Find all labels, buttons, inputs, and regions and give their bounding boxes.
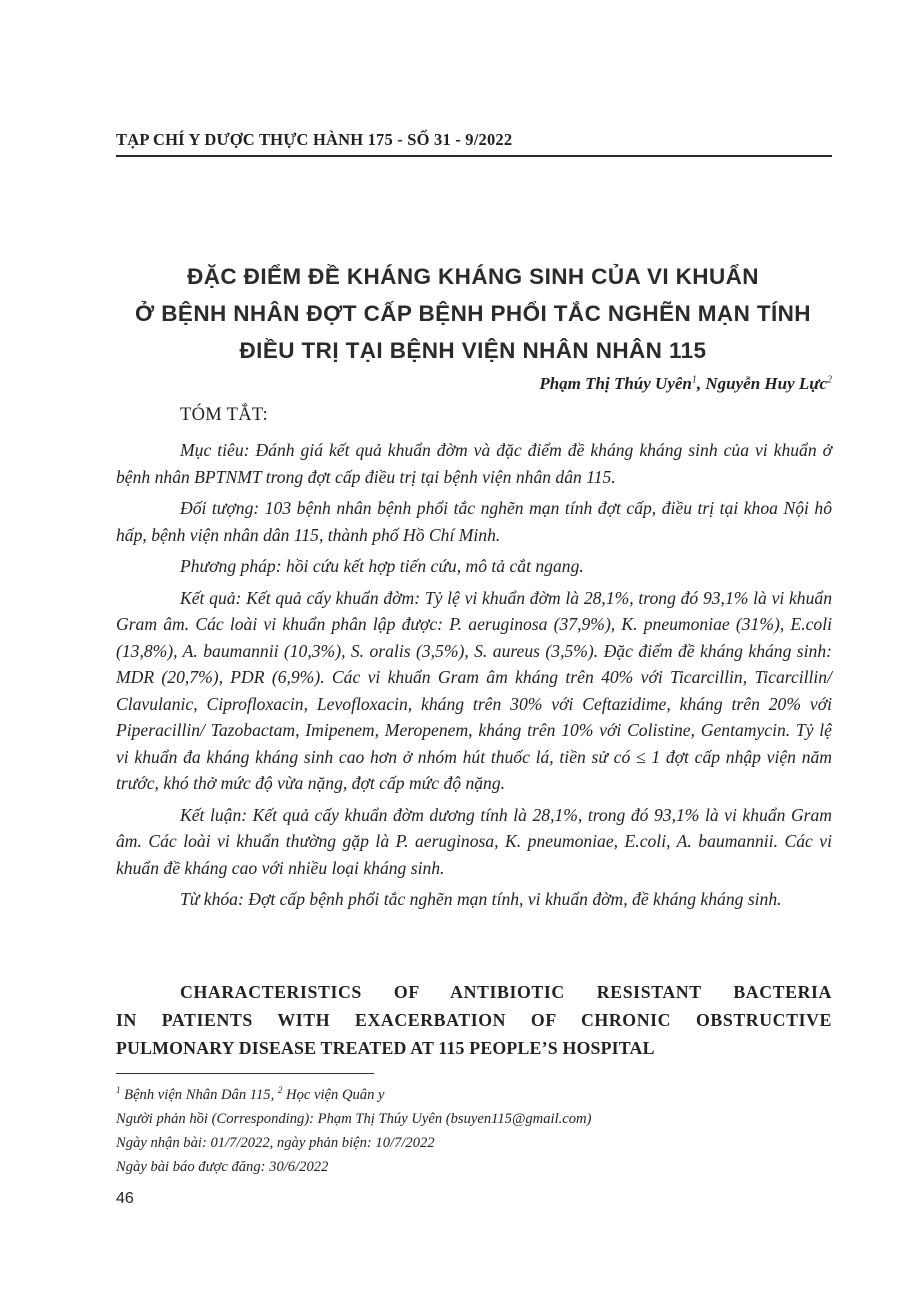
abstract-body — [116, 437, 832, 913]
affiliation-2-marker: 2 — [277, 1085, 283, 1095]
author-1-affiliation: 1 — [691, 374, 697, 386]
abstract-subjects: Đối tượng: 103 bệnh nhân bệnh phổi tắc nghẽn mạn tính đợt cấp, điều trị tại khoa Nội hô hấp, bệnh viện nhân dân 115, thành phố Hồ Chí Minh. — [116, 498, 832, 545]
author-1: Phạm Thị Thúy Uyên — [539, 374, 692, 393]
header-divider — [116, 155, 832, 157]
footnotes — [116, 1078, 832, 1179]
author-2-affiliation: 2 — [827, 374, 832, 386]
abstract-results: Kết quả: Kết quả cấy khuẩn đờm: Tỷ lệ vi khuẩn đờm là 28,1%, trong đó 93,1% là vi khuẩn Gram âm. Các loài vi khuẩn phân lập được: P. aeruginosa (37,9%), K. pneumoniae (31%), E.coli (13,8%), A. baumannii (10,3%), S. oralis (3,5%), S. aureus (3,5%). Đặc điểm đề kháng kháng sinh: MDR (20,7%), PDR (6,9%). Các vi khuẩn Gram âm kháng trên 40% với Ticarcillin, Ticarcillin/ Clavulanic, Ciprofloxacin, Levofloxacin, kháng trên 30% với Ceftazidime, kháng trên 20% với Piperacillin/ Tazobactam, Imipenem, Meropenem, kháng trên 10% với Colistine, Gentamycin. Tỷ lệ vi khuẩn đa kháng kháng sinh cao hơn ở nhóm hút thuốc lá, tiền sử có ≤ 1 đợt cấp nhập viện năm trước, khó thở mức độ vừa nặng, đợt cấp mức độ nặng. — [116, 587, 832, 793]
affiliation-1-marker: 1 — [116, 1085, 121, 1095]
author-line — [539, 374, 832, 394]
english-title — [116, 978, 832, 1062]
affiliation-1: Bệnh viện Nhân Dân 115, — [120, 1086, 278, 1103]
title-line-3: ĐIỀU TRỊ TẠI BỆNH VIỆN NHÂN NHÂN 115 — [239, 338, 707, 363]
abstract-conclusion: Kết luận: Kết quả cấy khuẩn đờm dương tính là 28,1%, trong đó 93,1% là vi khuẩn Gram âm. Các loài vi khuẩn thường gặp là P. aeruginosa, K. pneumoniae, E.coli, A. baumannii. Các vi khuẩn đề kháng cao với nhiều loại kháng sinh. — [116, 804, 832, 878]
english-title-line-2: IN PATIENTS WITH EXACERBATION OF CHRONIC OBSTRUCTIVE — [116, 1010, 832, 1030]
footnote-received: Ngày nhận bài: 01/7/2022, ngày phản biện: 10/7/2022 — [116, 1134, 435, 1151]
journal-header: TẠP CHÍ Y DƯỢC THỰC HÀNH 175 - SỐ 31 - 9/2022 — [116, 130, 513, 149]
footnote-divider — [116, 1073, 374, 1074]
footnote-published: Ngày bài báo được đăng: 30/6/2022 — [116, 1158, 329, 1175]
abstract-heading: TÓM TẮT: — [180, 405, 268, 425]
article-title — [110, 258, 836, 369]
footnote-affiliations — [116, 1078, 832, 1107]
author-2: Nguyễn Huy Lực — [705, 374, 827, 393]
footnote-corresponding: Người phản hồi (Corresponding): Phạm Thị Thúy Uyên (bsuyen115@gmail.com) — [116, 1110, 592, 1127]
page-number: 46 — [116, 1190, 134, 1207]
author-separator: , — [696, 374, 706, 393]
abstract-keywords: Từ khóa: Đợt cấp bệnh phổi tắc nghẽn mạn tính, vi khuẩn đờm, đề kháng kháng sinh. — [180, 889, 782, 909]
title-line-1: ĐẶC ĐIỂM ĐỀ KHÁNG KHÁNG SINH CỦA VI KHUẨN — [187, 264, 759, 289]
title-line-2: Ở BỆNH NHÂN ĐỢT CẤP BỆNH PHỔI TẮC NGHẼN MẠN TÍNH — [135, 301, 811, 326]
abstract-objective: Mục tiêu: Đánh giá kết quả khuẩn đờm và đặc điểm đề kháng kháng sinh của vi khuẩn ở bệnh nhân BPTNMT trong đợt cấp điều trị tại bệnh viện nhân dân 115. — [116, 440, 832, 487]
abstract-methods: Phương pháp: hồi cứu kết hợp tiến cứu, mô tả cắt ngang. — [180, 556, 584, 576]
english-title-line-1: CHARACTERISTICS OF ANTIBIOTIC RESISTANT BACTERIA — [180, 982, 832, 1002]
english-title-line-3: PULMONARY DISEASE TREATED AT 115 PEOPLE’S HOSPITAL — [116, 1038, 655, 1058]
affiliation-2: Học viện Quân y — [282, 1086, 385, 1103]
